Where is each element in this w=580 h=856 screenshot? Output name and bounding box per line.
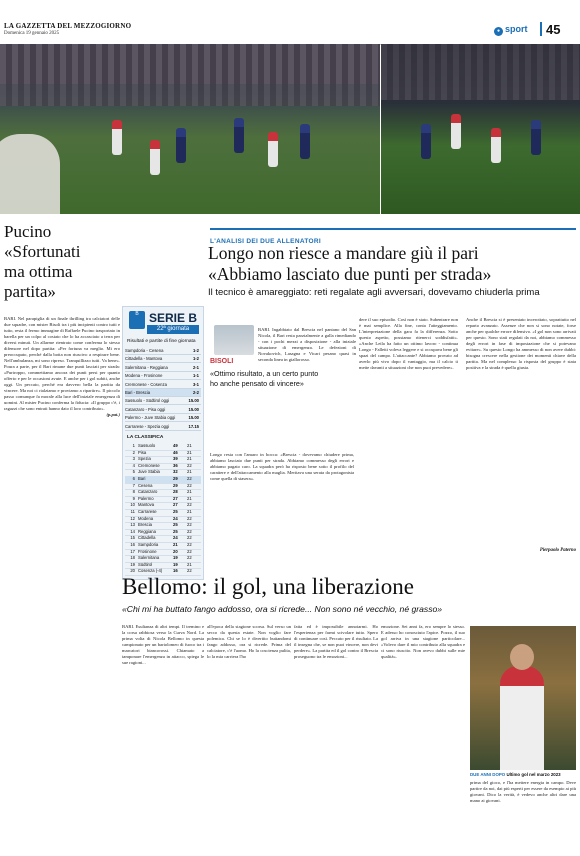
standings-cell: 25 xyxy=(173,509,178,514)
standings-cell: 19 xyxy=(130,561,135,567)
section-tag-label: L'ANALISI DEI DUE ALLENATORI xyxy=(210,238,321,245)
result-score: 17.15 xyxy=(188,423,199,429)
bellomo-subheadline: «Chi mi ha buttato fango addosso, ora si ricrede... Non sono né vecchio, né grasso» xyxy=(122,604,443,614)
result-score: 1-2 xyxy=(192,348,199,353)
result-score: 2-2 xyxy=(192,390,199,395)
standings-cell: Spezia xyxy=(138,456,151,462)
result-score: 1-2 xyxy=(192,356,199,362)
caption-label: DUE ANNI DOPO xyxy=(470,772,506,777)
standings-label: LA CLASSIFICA xyxy=(127,435,164,440)
result-row xyxy=(125,372,201,380)
standings-cell: 24 xyxy=(173,535,178,541)
section-logo xyxy=(494,24,528,36)
result-match: Sassuolo - Südtirol oggi xyxy=(125,398,170,404)
dateline: Domenica 19 gennaio 2025 xyxy=(4,31,60,36)
standings-cell: 4 xyxy=(132,462,135,468)
standings-cell: 20 xyxy=(173,548,178,554)
standings-cell: 22 xyxy=(187,555,192,561)
standings-cell: 21 xyxy=(187,443,192,448)
masthead: LA GAZZETTA DEL MEZZOGIORNO xyxy=(4,22,132,30)
bellomo-article-col2: all'epoca della stagione scorsa. Sul verso un secco da questa estate. Non voglio fare polemica. Chi se lo è divertito buttandomi fango addosso, ora si ricrede. Prima del calciatore, c'è l'uomo. Ho la coscienza pulita, lo la mia carriera l'ho xyxy=(207,624,291,659)
bellomo-caption xyxy=(470,772,578,777)
standings-cell: 21 xyxy=(187,469,192,475)
standings-cell: 22 xyxy=(187,522,192,528)
standings-cell: 22 xyxy=(187,515,192,521)
standings-cell: 32 xyxy=(173,469,178,475)
result-score: 15.00 xyxy=(188,406,199,412)
standings-cell: Pisa xyxy=(138,449,147,455)
pucino-byline: (p.pat.) xyxy=(106,412,120,417)
main-headline-line: «Abbiamo lasciato due punti per strada» xyxy=(208,264,492,284)
standings-cell: 21 xyxy=(187,509,192,514)
standings-cell: 16 xyxy=(173,568,178,574)
result-match: Bari - Brescia xyxy=(125,390,151,395)
standings-cell: 22 xyxy=(187,502,192,508)
result-match: Carrarese - Spezia oggi xyxy=(125,423,170,429)
standings-cell: 10 xyxy=(130,502,135,508)
standings-cell: 22 xyxy=(187,568,192,574)
result-row xyxy=(125,406,201,414)
bisoli-name: BISOLI xyxy=(210,358,234,365)
bisoli-quote: «Ottimo risultato, a un certo punto ho anche pensato di vincere» xyxy=(210,369,319,388)
standings-cell: 22 xyxy=(187,482,192,488)
standings-cell: 36 xyxy=(173,462,178,468)
result-row xyxy=(125,355,201,363)
standings-cell: 27 xyxy=(173,502,178,508)
standings-cell: 25 xyxy=(173,528,178,534)
result-score: 2-1 xyxy=(192,364,199,370)
standings-cell: 12 xyxy=(130,515,135,521)
main-article-col3: Anche il Brescia si è presentato incerottato, soprattutto nel reparto avanzato. Assenze che non si sono notate, forse anche per qualche errore difensivo. «I gol non sono arrivati per questo. Sono stati regalati da noi, abbiamo commesso degli errori in fase di impostazione che si potevano evitare». Su questo Longo ha ammesso di non avere dubbi: bisogna crescere nella gestione dei momenti chiave della partita. Ma nel complesso la risposta del gruppo è stata positiva e la strada è quella giusta. xyxy=(466,317,576,370)
standings-cell: 22 xyxy=(187,528,192,534)
pucino-headline-line: ma ottima xyxy=(4,262,73,281)
standings-cell: Carrarese xyxy=(138,509,157,514)
standings-cell: 17 xyxy=(130,548,135,554)
standings-cell: 49 xyxy=(173,443,178,448)
standings-cell: Salernitana xyxy=(138,555,160,561)
standings-cell: 7 xyxy=(132,482,135,488)
bellomo-article-col4: emozione. Sei anni fa, ero sempre lo stesso. E adesso ho conosciuto l'apice. Pozzo, il suo gol arriva in una stagione particolare... «Volevo dare il mio contributo alla squadra e ci sono riuscito. Non avevo dubbi sulle mie qualità». xyxy=(381,624,465,659)
result-match: Salernitana - Reggiana xyxy=(125,364,168,370)
standings-cell: 21 xyxy=(173,542,178,547)
standings-cell: Brescia xyxy=(138,522,152,528)
pucino-headline-line: «Sfortunati xyxy=(4,242,81,261)
standings-cell: 27 xyxy=(173,495,178,501)
standings-cell: 22 xyxy=(187,462,192,468)
standings-cell: 22 xyxy=(187,542,192,547)
bellomo-article-col1: BARI. Esultanza di altri tempi. Il tremino e la corsa rabbiosa verso la Curva Nord. La prima volta di Nicola Bellomo in questa campionato per un bartolomeo di fuoco tra i marcatori biancorossi. Chiamato a tamponare l'emergenza in attacco, spiega le sue ragioni... xyxy=(122,624,204,665)
results-label: Risultati e partite di fine giornata xyxy=(127,339,196,344)
pucino-headline xyxy=(4,222,122,302)
result-row xyxy=(125,347,201,355)
author-signature: Pierpaolo Paterno xyxy=(539,548,576,553)
standings-cell: 9 xyxy=(132,495,135,501)
ball-icon: ● xyxy=(494,27,503,36)
standings-cell: 22 xyxy=(187,476,192,481)
standings-cell: 19 xyxy=(173,555,178,561)
standings-cell: 2 xyxy=(132,449,135,455)
standings-cell: 21 xyxy=(187,449,192,455)
pucino-article-text: BARI. Nel parapiglia di un finale thrilling tra calciatori delle due squadre, con mister Bisoli tra i più incipienti contro tutti e tutto, resta il fermo immagine di Raffaele Pucino trasportato in barella per un colpo al costato che lo ha accasciato a terra per diversi minuti. Un allarme rientrato come conferma lo stesso difensore nel dopo partita: «Per fortuna va meglio. Mi ero preoccupato, perché dalla botta non riuscivo a respirare bene. Nell'ambulanza, mi sono ripreso. Tranquillizzo tutti. Va bene». Poura a parte, per il Bari rimane due punti lasciati per strada: «Purtroppo, commettiamo ancora dei punti persi per quanto offerto e per le occasioni avute. E anche per i gol subiti, anche oggi. Un peccato, perché era davvero bella la partita da vincere. Ma noi ci rialziamo e proviamo a ripartire». Il piccolo passo comunque fa morale alla luce dell'iniziale emergenza di uomini. Al mister Pucino conferma la fiducia: «Il gruppo c'è, i ragazzi che sono entrati hanno dato il loro contributo». xyxy=(4,316,120,411)
standings-cell: 16 xyxy=(130,542,135,547)
main-article-col1b: Longo resta con l'amaro in bocca: «Brescia - dovevamo chiudere prima, abbiamo lasciato due punti per strada. Abbiamo commesso degli errori e abbiamo pagato caro. La squadra però ha risposto bene sotto il profilo del carattere e dell'attaccamento alla maglia. Meritava una serata da protagonista come quella di stasera». xyxy=(210,452,354,481)
serie-b-logo: B xyxy=(129,311,145,329)
standings-cell: 24 xyxy=(173,515,178,521)
match-photo-left xyxy=(0,44,380,214)
standings-cell: Mantova xyxy=(138,502,155,508)
standings-cell: Reggiana xyxy=(138,528,156,534)
result-match: Cremonese - Cosenza xyxy=(125,381,167,387)
standings-cell: Südtirol xyxy=(138,561,153,567)
standings-cell: Catanzaro xyxy=(138,489,158,495)
standings-cell: Sampdoria xyxy=(138,542,159,547)
main-article-col2: dere il suo episodio. Così non è stato. Subentrare non è mai semplice. Alla fine, conta l'atteggiamento. L'interpretazione della gara fa la differenza. Sotto questo aspetto, possiamo ritenerci soddisfatti». «Anche Leila ha fatto un ottimo lavoro - continua Longo - Falletti voleva leggere e si occupava bene gli spazi del campo. L'attaccante? Abbiamo provato ad averlo più vivo dopo il vantaggio, ma il calcio ti mette davanti a situazioni che non puoi prevedere». xyxy=(359,317,458,370)
page-header xyxy=(0,0,580,45)
result-score: 3-1 xyxy=(192,381,199,387)
serie-b-title: SERIE B xyxy=(149,311,198,325)
standings-cell: Modena xyxy=(138,515,154,521)
section-tag xyxy=(210,228,576,245)
bisoli-photo xyxy=(214,325,254,355)
standings-cell: 21 xyxy=(187,456,192,462)
standings-cell: Juve Stabia xyxy=(138,469,160,475)
standings-cell: 11 xyxy=(130,509,135,514)
bellomo-photo xyxy=(470,626,576,770)
standings-cell: 15 xyxy=(130,535,135,541)
result-score: 1-1 xyxy=(192,373,199,379)
standings-cell: Sassuolo xyxy=(138,443,156,448)
main-article-col1: BARI. Ingabbiato dal Brescia nel pantano del San Nicola, il Bari resta parzialmente a galla rimediando - con i pochi mezzi a disposizione - alla iniziale situazione di emergenza. Le defezioni di Novakovich, Lasagna e Vicari pesano quasi in seconda linea in giallorosso. xyxy=(258,327,356,362)
result-row xyxy=(125,423,201,431)
standings-cell: 29 xyxy=(173,482,178,488)
main-headline xyxy=(208,243,578,285)
result-row xyxy=(125,414,201,422)
bellomo-article-col3: fatta ed è impossibile annoiarmi. Ho l'esperienza per farmi scivolare tutto. Spero di continuare così. Peccato per il risultato. La il insegna che, se non puoi vincere, non devi perdere». La partita ed il gol contro il Brescia proseguono tra le emozioni... xyxy=(294,624,378,659)
result-row xyxy=(125,381,201,389)
standings-cell: 20 xyxy=(130,568,135,574)
result-match: Sampdoria - Cesena xyxy=(125,348,164,353)
standings-cell: 5 xyxy=(132,469,135,475)
standings-cell: 28 xyxy=(173,489,178,495)
standings-cell: Cremonese xyxy=(138,462,160,468)
result-row xyxy=(125,364,201,372)
standings-cell: 39 xyxy=(173,456,178,462)
pucino-headline-line: partita» xyxy=(4,282,56,301)
bellomo-headline: Bellomo: il gol, una liberazione xyxy=(122,574,414,599)
caption-text: Ultimo gol nel marzo 2023 xyxy=(506,772,561,777)
match-photo-right xyxy=(381,44,580,214)
standings-cell: 1 xyxy=(132,443,135,448)
standings-cell: 8 xyxy=(132,489,135,495)
standings-cell: Cesena xyxy=(138,482,153,488)
standings-cell: 18 xyxy=(130,555,135,561)
page-number: 45 xyxy=(540,22,580,36)
standings-cell: 3 xyxy=(132,456,135,462)
result-match: Cittadella - Mantova xyxy=(125,356,163,362)
standings-cell: Cosenza (-4) xyxy=(138,568,163,574)
result-match: Modena - Frosinone xyxy=(125,373,163,379)
result-score: 15.00 xyxy=(188,398,199,404)
standings-cell: 21 xyxy=(187,561,192,567)
standings-cell: 6 xyxy=(132,476,135,481)
main-subheadline: Il tecnico è amareggiato: reti regalate agli avversari, dovevamo chiuderla prima xyxy=(208,287,540,298)
main-headline-line: Longo non riesce a mandare giù il pari xyxy=(208,243,479,263)
result-row xyxy=(125,389,201,397)
section-logo-label: sport xyxy=(505,24,528,34)
standings-cell: 13 xyxy=(130,522,135,528)
standings-cell: 22 xyxy=(187,535,192,541)
serie-b-round: 22ª giornata xyxy=(147,325,199,334)
standings-cell: 14 xyxy=(130,528,135,534)
result-row xyxy=(125,397,201,405)
standings-cell: Cittadella xyxy=(138,535,156,541)
standings-cell: 29 xyxy=(173,476,178,481)
pucino-headline-line: Pucino xyxy=(4,222,52,241)
result-match: Catanzaro - Pisa oggi xyxy=(125,406,166,412)
standings-cell: 19 xyxy=(173,561,178,567)
standings-cell: Bari xyxy=(138,476,146,481)
standings-cell: 46 xyxy=(173,449,178,455)
standings-cell: 25 xyxy=(173,522,178,528)
pucino-article xyxy=(4,316,120,856)
result-match: Palermo - Juve Stabia oggi xyxy=(125,415,176,421)
serie-b-box xyxy=(122,306,204,580)
standings-cell: 21 xyxy=(187,489,192,495)
standings-cell: Palermo xyxy=(138,495,154,501)
bellomo-article-col5: prima del gioco, e l'ha mettere energia in campo. Deve partire da noi, dai più esperti per essere da esempio ai più giovani. Dico la verità, è vedevo anche altri dare una mano ai giovani. xyxy=(470,780,576,803)
result-score: 15.00 xyxy=(188,415,199,421)
standings-cell: 21 xyxy=(187,495,192,501)
standings-cell: Frosinone xyxy=(138,548,157,554)
standings-cell: 22 xyxy=(187,548,192,554)
